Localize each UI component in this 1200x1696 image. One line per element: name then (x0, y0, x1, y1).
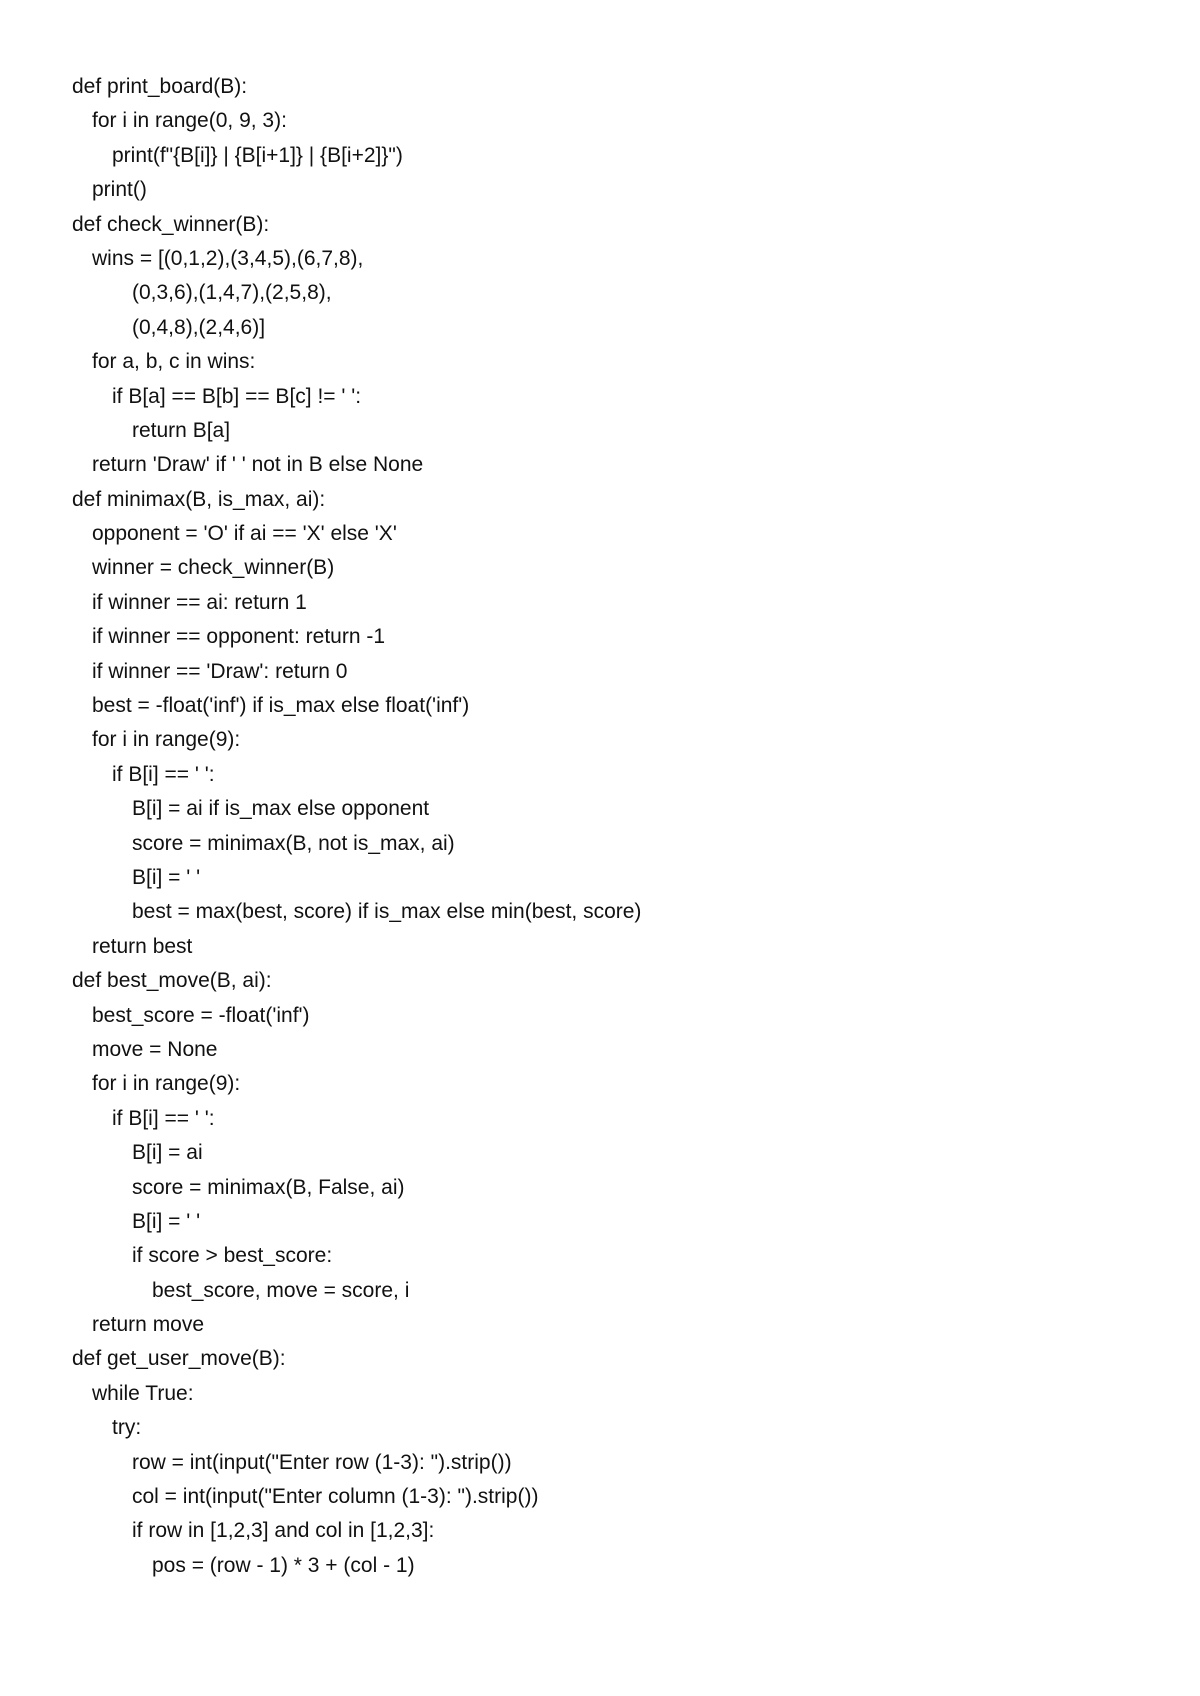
code-line: if winner == 'Draw': return 0 (92, 659, 348, 683)
code-line: if B[i] == ' ': (112, 1106, 215, 1130)
code-line: if B[a] == B[b] == B[c] != ' ': (112, 384, 362, 408)
code-listing (72, 70, 641, 1583)
code-line: wins = [(0,1,2),(3,4,5),(6,7,8), (92, 246, 364, 270)
code-line: best = -float('inf') if is_max else float('inf') (92, 694, 470, 718)
code-line: B[i] = ai (132, 1141, 203, 1165)
code-line: return B[a] (132, 418, 231, 442)
code-line: (0,3,6),(1,4,7),(2,5,8), (132, 281, 332, 305)
code-line: def print_board(B): (72, 75, 248, 98)
code-line: B[i] = ai if is_max else opponent (132, 797, 430, 821)
code-line: return 'Draw' if ' ' not in B else None (92, 453, 424, 477)
code-line: best_score, move = score, i (152, 1278, 410, 1302)
code-line: if B[i] == ' ': (112, 762, 215, 786)
code-line: print() (92, 178, 147, 202)
code-line: for i in range(0, 9, 3): (92, 109, 287, 133)
code-line: def get_user_move(B): (72, 1347, 286, 1371)
code-line: move = None (92, 1037, 218, 1061)
code-line: row = int(input("Enter row (1-3): ").strip()) (132, 1450, 512, 1474)
code-line: def best_move(B, ai): (72, 969, 272, 993)
code-line: col = int(input("Enter column (1-3): ").strip()) (132, 1485, 539, 1509)
code-line: def check_winner(B): (72, 212, 270, 236)
code-line: B[i] = ' ' (132, 865, 201, 889)
code-line: score = minimax(B, False, ai) (132, 1175, 405, 1199)
code-line: best = max(best, score) if is_max else min(best, score) (132, 900, 642, 924)
code-line: opponent = 'O' if ai == 'X' else 'X' (92, 522, 397, 546)
code-line: while True: (92, 1381, 194, 1405)
code-line: score = minimax(B, not is_max, ai) (132, 831, 455, 855)
code-line: for a, b, c in wins: (92, 350, 256, 374)
code-line: if score > best_score: (132, 1244, 333, 1268)
code-line: if winner == ai: return 1 (92, 590, 307, 614)
code-line: for i in range(9): (92, 1072, 241, 1096)
code-line: pos = (row - 1) * 3 + (col - 1) (152, 1553, 415, 1577)
code-line: winner = check_winner(B) (92, 556, 335, 580)
code-line: B[i] = ' ' (132, 1209, 201, 1233)
code-line: try: (112, 1416, 142, 1440)
code-line: print(f"{B[i]} | {B[i+1]} | {B[i+2]}") (112, 143, 403, 167)
code-line: (0,4,8),(2,4,6)] (132, 315, 266, 339)
code-line: if row in [1,2,3] and col in [1,2,3]: (132, 1519, 435, 1543)
code-line: if winner == opponent: return -1 (92, 625, 386, 649)
code-line: best_score = -float('inf') (92, 1003, 310, 1027)
code-line: return best (92, 934, 193, 958)
code-line: def minimax(B, is_max, ai): (72, 487, 326, 511)
code-line: return move (92, 1313, 205, 1337)
code-line: for i in range(9): (92, 728, 241, 752)
